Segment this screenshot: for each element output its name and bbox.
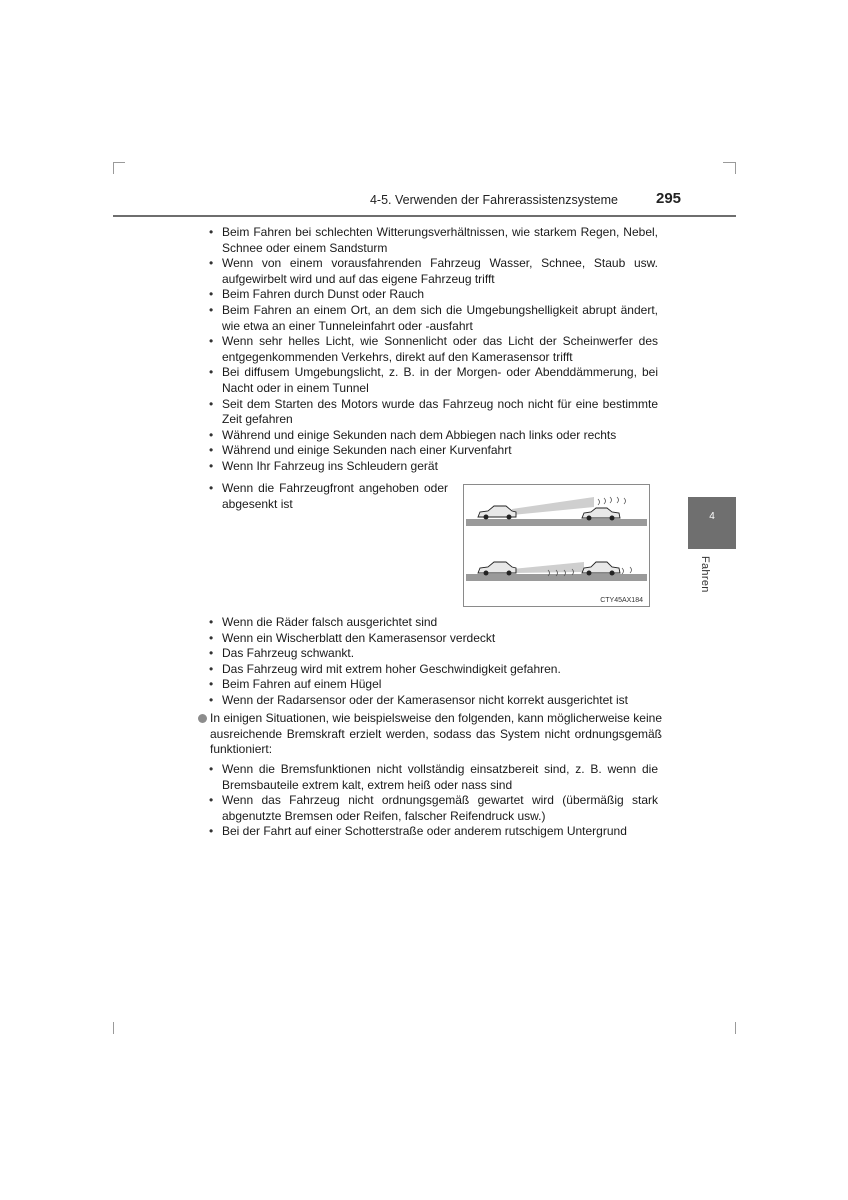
list-item: • Wenn die Fahrzeugfront angehoben oder abgesenkt ist: [222, 481, 448, 512]
crop-mark-top-right-v: [735, 162, 736, 174]
list-item: • Wenn von einem vorausfahrenden Fahrzeug Wasser, Schnee, Staub usw. aufgewirbelt wird und auf das eigene Fahrzeug trifft: [222, 256, 658, 287]
section-title: 4-5. Verwenden der Fahrerassistenzsysteme: [369, 193, 618, 207]
illustration-svg: [464, 485, 649, 606]
car-ahead-top: [582, 508, 620, 521]
list-item: • Das Fahrzeug wird mit extrem hoher Geschwindigkeit gefahren.: [222, 662, 658, 678]
list-item: • Beim Fahren auf einem Hügel: [222, 677, 658, 693]
chapter-label: Fahren: [699, 556, 711, 593]
figure-code: CTY45AX184: [600, 597, 643, 604]
crop-mark-top-left-h: [113, 162, 125, 163]
list-item: • Beim Fahren an einem Ort, an dem sich die Umgebungshelligkeit abrupt ändert, wie etwa an einer Tunneleinfahrt oder -ausfahrt: [222, 303, 658, 334]
list-item: • Wenn der Radarsensor oder der Kamerasensor nicht korrekt ausgerichtet ist: [222, 693, 658, 709]
car-own-top: [478, 506, 516, 520]
list-item: • Während und einige Sekunden nach einer Kurvenfahrt: [222, 443, 658, 459]
list-item: • Wenn die Räder falsch ausgerichtet sind: [222, 615, 658, 631]
page-number: 295: [656, 190, 682, 207]
header-rule: [113, 215, 736, 217]
crop-mark-top-left-v: [113, 162, 114, 174]
chapter-tab: 4: [688, 497, 736, 549]
vehicle-front-tilt-illustration: [463, 484, 650, 607]
condition-list-2: [222, 481, 448, 512]
list-item: • Wenn das Fahrzeug nicht ordnungsgemäß gewartet wird (übermäßig stark abgenutzte Bremsen oder Reifen, falscher Reifendruck usw.): [222, 793, 658, 824]
list-item: • Seit dem Starten des Motors wurde das Fahrzeug noch nicht für eine bestimmte Zeit gefahren: [222, 397, 658, 428]
car-own-bottom: [478, 562, 516, 576]
car-ahead-bottom: [582, 562, 620, 576]
condition-list-3: [222, 615, 658, 709]
list-item: • Wenn sehr helles Licht, wie Sonnenlicht oder das Licht der Scheinwerfer des entgegenkommenden Verkehrs, direkt auf den Kamerasensor trifft: [222, 334, 658, 365]
list-item: • Wenn die Bremsfunktionen nicht vollständig einsatzbereit sind, z. B. wenn die Bremsbauteile extrem kalt, extrem heiß oder nass sind: [222, 762, 658, 793]
condition-list-4: [222, 762, 658, 840]
crop-mark-top-right-h: [723, 162, 735, 163]
list-item: • Beim Fahren durch Dunst oder Rauch: [222, 287, 658, 303]
list-item: • Bei der Fahrt auf einer Schotterstraße oder anderem rutschigem Untergrund: [222, 824, 658, 840]
crop-mark-bottom-left-v: [113, 1022, 114, 1034]
crop-mark-bottom-right-v: [735, 1022, 736, 1034]
road-top: [466, 519, 647, 526]
list-item: • Wenn ein Wischerblatt den Kamerasensor verdeckt: [222, 631, 658, 647]
condition-list-1: [222, 225, 658, 475]
sensor-beam-top: [512, 497, 594, 515]
note-bullet-icon: [198, 714, 207, 723]
list-item: • Während und einige Sekunden nach dem Abbiegen nach links oder rechts: [222, 428, 658, 444]
list-item: • Das Fahrzeug schwankt.: [222, 646, 658, 662]
list-item: • Wenn Ihr Fahrzeug ins Schleudern gerät: [222, 459, 658, 475]
note-paragraph: In einigen Situationen, wie beispielsweise den folgenden, kann möglicherweise keine ausreichende Bremskraft erzielt werden, sodass das System nicht ordnungsgemäß funktioniert:: [210, 711, 662, 757]
list-item: • Bei diffusem Umgebungslicht, z. B. in der Morgen- oder Abenddämmerung, bei Nacht oder in einem Tunnel: [222, 365, 658, 396]
radar-waves-top: [598, 497, 626, 505]
list-item: • Beim Fahren bei schlechten Witterungsverhältnissen, wie starkem Regen, Nebel, Schnee oder einem Sandsturm: [222, 225, 658, 256]
